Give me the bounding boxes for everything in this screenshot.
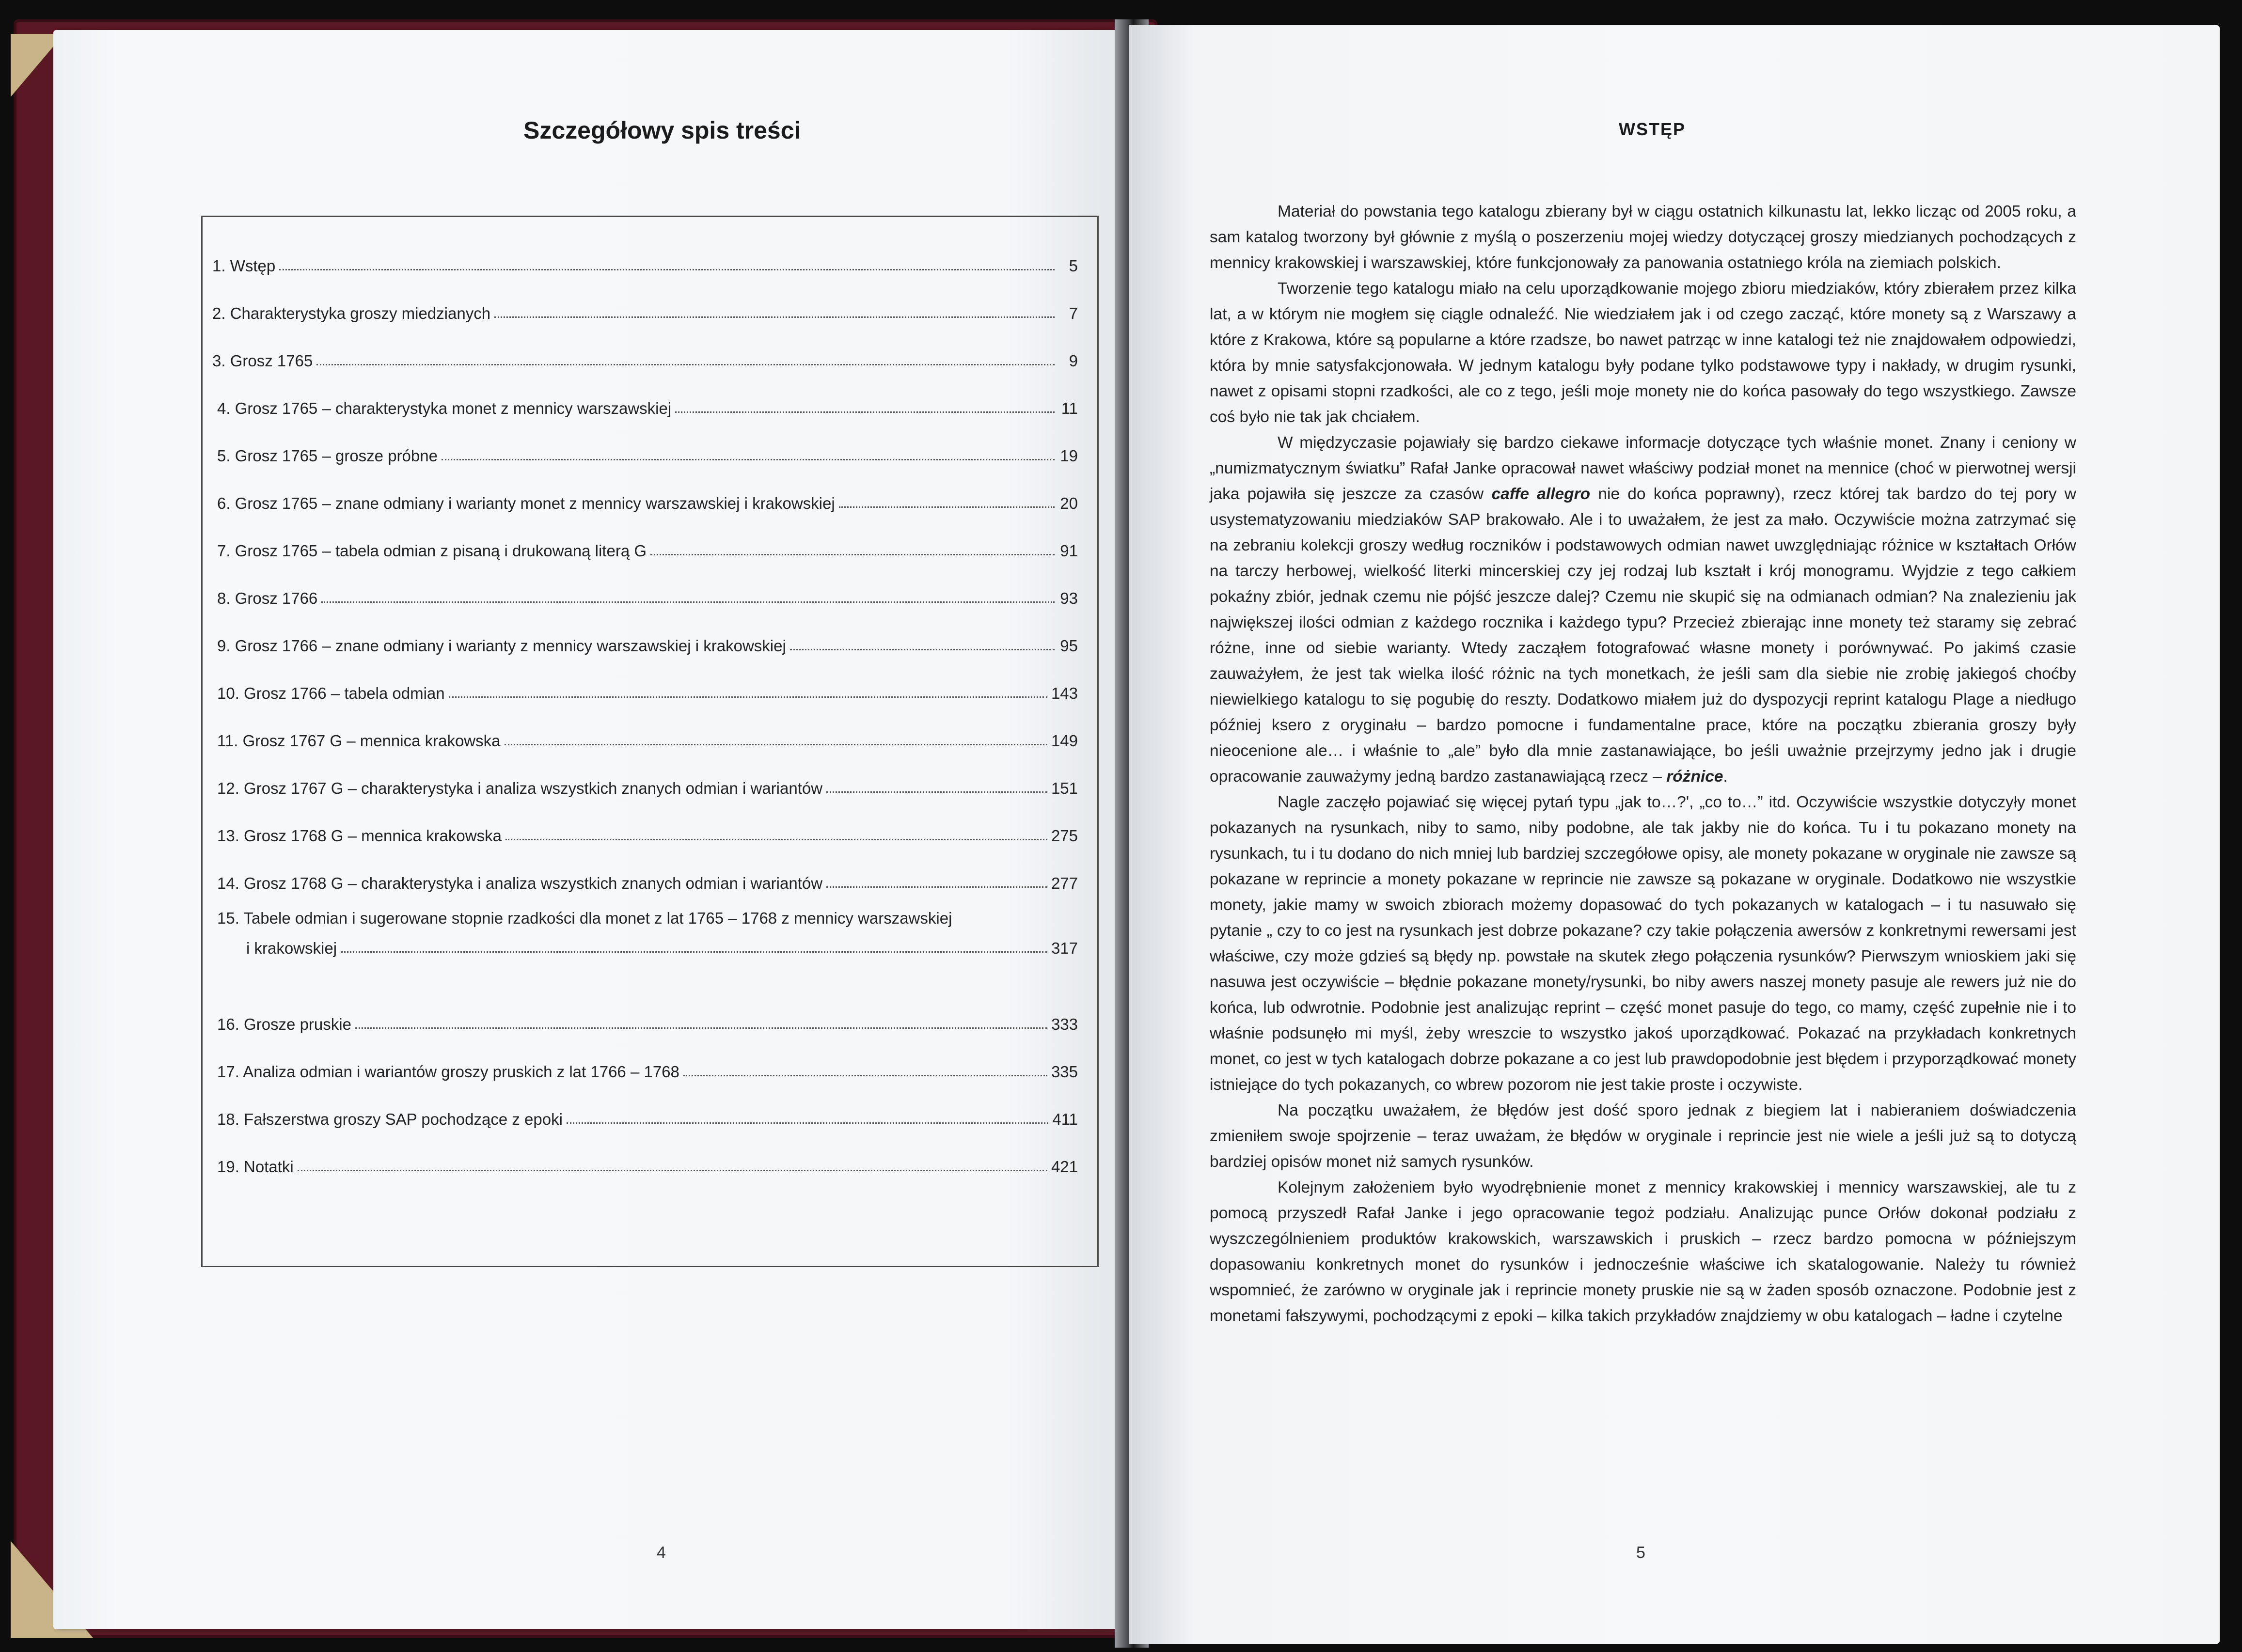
toc-entry: 5. Grosz 1765 – grosze próbne 19 [217,447,1078,465]
toc-title: Szczegółowy spis treści [523,117,801,144]
toc-entry: 2. Charakterystyka groszy miedzianych 7 [212,304,1078,322]
toc-entry: 1. Wstęp 5 [212,257,1078,275]
toc-entry: 11. Grosz 1767 G – mennica krakowska 149 [217,732,1078,750]
right-page-number: 5 [1636,1543,1645,1562]
toc-entry: 4. Grosz 1765 – charakterystyka monet z mennicy warszawskiej 11 [217,399,1078,417]
emphasis: caffe allegro [1491,485,1591,503]
toc-entry: 14. Grosz 1768 G – charakterystyka i analiza wszystkich znanych odmian i wariantów 277 [217,874,1078,892]
left-page-number: 4 [657,1543,666,1562]
paragraph: Materiał do powstania tego katalogu zbierany był w ciągu ostatnich kilkunastu lat, lekko licząc od 2005 roku, a sam katalog tworzony był głównie z myślą o poszerzeniu mojej wiedzy dotyczącej groszy miedzianych pochodzących z mennicy krakowskiej i warszawskiej, które funkcjonowały za panowania ostatniego króla na ziemiach polskich. [1210,203,2076,272]
toc-entry: 12. Grosz 1767 G – charakterystyka i analiza wszystkich znanych odmian i wariantów 151 [217,779,1078,797]
intro-body [1210,199,2076,1329]
toc-entry: 16. Grosze pruskie 333 [217,1015,1078,1033]
emphasis: różnice [1666,768,1723,786]
toc-entry: 8. Grosz 1766 93 [217,589,1078,607]
toc-entry: 17. Analiza odmian i wariantów groszy pruskich z lat 1766 – 1768 335 [217,1063,1078,1081]
toc-entry: 9. Grosz 1766 – znane odmiany i warianty z mennicy warszawskiej i krakowskiej 95 [217,637,1078,655]
paragraph: W międzyczasie pojawiały się bardzo ciekawe informacje dotyczące tych właśnie monet. Znany i ceniony w „numizmatycznym światku” Rafał Janke opracował nawet właściwy podział monet na mennice (choć w pierwotnej wersji jaka pojawiła się jeszcze za czasów caffe allegro nie do końca poprawny), rzecz której tak bardzo do tej pory w usystematyzowaniu miedziaków SAP brakowało. Ale i to uważałem, że jest za mało. Oczywiście można zatrzymać się na zebraniu kolekcji groszy według roczników i podstawowych odmian nawet uwzględniając różnice w kształtach Orłów na tarczy herbowej, wielkość literki mincerskiej czy jej rodzaj lub kształt i krój monogramu. Wyjdzie z tego całkiem pokaźny zbiór, jednak czemu nie pójść jeszcze dalej? Czemu nie skupić się na odmianach odmian? Na znalezieniu jak największej ilości odmian z każdego rocznika i każdego typu? Przecież zbierając inne monety też staramy się zebrać różne, inne od siebie warianty. Wtedy zacząłem fotografować własne monety i porównywać. Po jakimś czasie zauważyłem, że jest tak wielka ilość różnic na tych monetkach, że jeśli sam dla siebie nie zrobię jakiegoś choćby niewielkiego katalogu to się pogubię do reszty. Dodatkowo miałem już do dyspozycji reprint katalogu Plage a niedługo później ksero z oryginału – bardzo pomocne i fundamentalne prace, które na początku zbierania groszy były nieocenione ale… i właśnie to „ale” było dla mnie zastanawiające, bo jeśli uważnie przejrzymy jedno jak i drugie opracowanie zauważymy jedną bardzo zastanawiającą rzecz – różnice. [1210,434,2076,786]
paragraph: Nagle zaczęło pojawiać się więcej pytań typu „jak to…?', „co to…” itd. Oczywiście wszystkie dotyczyły monet pokazanych na rysunkach, niby to samo, niby podobne, ale tak jakby nie do końca. Tu i tu pokazano monety na rysunkach, tu i tu dodano do nich mniej lub bardziej szczegółowe opisy, ale monety pokazane w oryginale nie zawsze są pokazane w reprincie a monety pokazane w reprincie nie zawsze są pokazane w oryginale. Dodatkowo nie wszystkie monety, jakie mamy w swoich zbiorach możemy dopasować do tych pokazanych w katalogach – i tu nasuwało się pytanie „ czy to co jest na rysunkach jest dobrze pokazane? czy takie połączenia awersów z konkretnymi rewersami jest właściwe, czy może gdzieś są błędy np. powstałe na skutek złego połączenia rysunków? Pierwszym wnioskiem jaki się nasuwa jest oczywiście – błędnie pokazane monety/rysunki, bo niby awers naszej monety pasuje ale rewers już nie do końca, lub odwrotnie. Podobnie jest analizując reprint – część monet pasuje do tego, co mamy, część zupełnie nie i to właśnie podsunęło mi myśl, żeby wreszcie to wszystko jakoś uporządkować. Pokazać na przykładach konkretnych monet, co jest w tych katalogach dobrze pokazane a co jest lub prawdopodobnie jest błędem i przyporządkować monety istniejące do tych pokazanych, co wbrew pozorom nie jest takie proste i oczywiste. [1210,793,2076,1094]
toc-entry: 19. Notatki 421 [217,1158,1078,1176]
toc-entry: 13. Grosz 1768 G – mennica krakowska 275 [217,827,1078,845]
paragraph: Kolejnym założeniem było wyodrębnienie monet z mennicy krakowskiej i mennicy warszawskiej, ale tu z pomocą przyszedł Rafał Janke i jego opracowanie tegoż podziału. Analizując punce Orłów dokonał podziału z wyszczególnieniem produktów krakowskich, warszawskich i pruskich – rzecz bardzo pomocna w późniejszym dopasowaniu konkretnych monet do rysunków i jednocześnie właściwe ich skatalogowanie. Należy tu również wspomnieć, że zarówno w oryginale jak i reprincie monety pruskie nie są w żaden sposób oznaczone. Podobnie jest z monetami fałszywymi, pochodzącymi z epoki – kilka takich przykładów znajdziemy w obu katalogach – ładne i czytelne [1210,1179,2076,1325]
toc-entry: 15. Tabele odmian i sugerowane stopnie rzadkości dla monet z lat 1765 – 1768 z mennicy warszawskiej i krakowskiej 317 [217,909,1078,957]
paragraph: Tworzenie tego katalogu miało na celu uporządkowanie mojego zbioru miedziaków, który zbierałem przez kilka lat, a w którym nie mogłem się ciągle odnaleźć. Nie wiedziałem jak i od czego zacząć, które monety są z Warszawy a które z Krakowa, które są popularne a które rzadsze, bo nawet patrząc w inne katalogi też nie znajdowałem odpowiedzi, która by mnie satysfakcjonowała. W jednym katalogu były podane tylko podstawowe typy i nakłady, w drugim rysunki, nawet z opisami stopni rzadkości, ale co z tego, jeśli moje monety nie do końca pasowały do tego wszystkiego. Zawsze coś było nie tak jak chciałem. [1210,280,2076,426]
toc-box [201,216,1099,1267]
paragraph: Na początku uważałem, że błędów jest dość sporo jednak z biegiem lat i nabieraniem doświadczenia zmieniłem swoje spojrzenie – teraz uważam, że błędów w oryginale i reprincie jest nie wiele a jeśli już są to dotyczą bardziej opisów monet niż samych rysunków. [1210,1101,2076,1171]
toc-entry: 10. Grosz 1766 – tabela odmian 143 [217,684,1078,702]
toc-entry: 3. Grosz 1765 9 [212,352,1078,370]
toc-entry: 7. Grosz 1765 – tabela odmian z pisaną i drukowaną literą G 91 [217,542,1078,560]
toc-entry: 18. Fałszerstwa groszy SAP pochodzące z epoki 411 [217,1110,1078,1128]
intro-title: WSTĘP [1619,119,1686,139]
toc-entry: 6. Grosz 1765 – znane odmiany i warianty monet z mennicy warszawskiej i krakowskiej 20 [217,494,1078,512]
